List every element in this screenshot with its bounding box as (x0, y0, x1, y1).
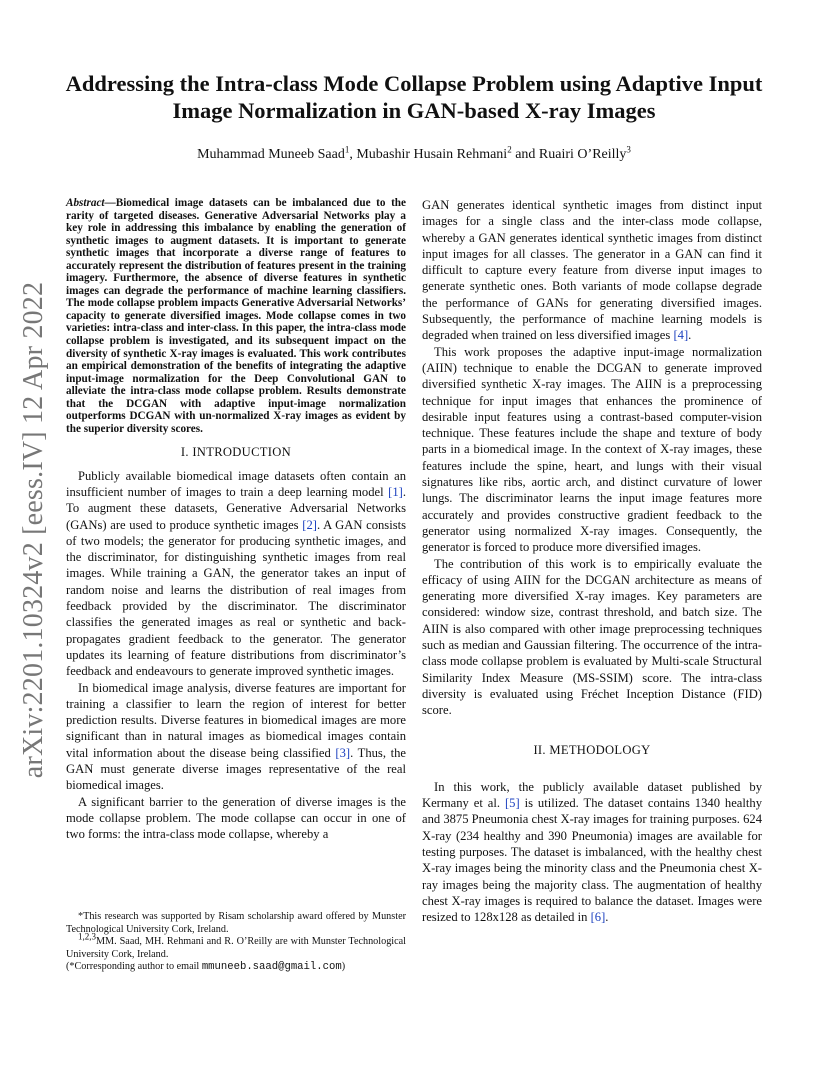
paragraph-text: GAN generates identical synthetic images from distinct input images for a single class and the inter-class mode collapse, whereby a GAN generates identical synthetic images from distinct input images for all classes. The generator in a GAN can find it difficult to capture every feature from diverse input images to generate synthetic ones. Both variants of mode collapse degrade the performance of GANs for generating diversified images. Subsequently, the performance of machine learning models is degraded when trained on less diversified images (422, 198, 762, 343)
section-heading-introduction (66, 444, 406, 460)
footnote-funding: *This research was supported by Risam scholarship award offered by Munster Technological University Cork, Ireland. (66, 911, 406, 935)
section-heading-methodology (422, 742, 762, 758)
paragraph-text: . (688, 328, 692, 343)
right-column (422, 197, 762, 925)
footnote-affiliation-text: MM. Saad, MH. Rehmani and R. O’Reilly are with Munster Technological University Cork, Ireland. (66, 936, 406, 960)
paragraph-text: . (605, 910, 609, 925)
author-2: Mubashir Husain Rehmani (356, 147, 508, 162)
footnote-affiliation-marks: 1,2,3 (78, 931, 96, 942)
section-heading-text: I. INTRODUCTION (180, 445, 292, 460)
author-1: Muhammad Muneeb Saad (197, 147, 345, 162)
intro-paragraph-4: This work proposes the adaptive input-image normalization (AIIN) technique to enable the DCGAN to generate improved diversified synthetic X-ray images. The AIIN is a preprocessing technique for input images that enhances the prominence of desirable input features using a contrast-based computer-vision technique. These features include the shape and texture of body parts in a biomedical image. In the context of X-ray images, these features include the spine, heart, and lungs with their visual signatures like ribs, aortic arch, and distinct curvature of lower lungs. The discriminator learns the input image features more accurately and provides constructive gradient feedback to the generator using normalized X-ray images. Consequently, the generator is forced to produce more diversified images. (422, 344, 762, 555)
citation-link[interactable]: [3] (335, 745, 351, 760)
paragraph-text: Publicly available biomedical image datasets often contain an insufficient number of images to train a deep learning model (66, 468, 406, 499)
paragraph-text: In biomedical image analysis, diverse features are important for training a classifier to learn the region of interest for better prediction results. Diverse features in biomedical images are more significant than in natural images as biomedical images contain vital information about the disease being classified (66, 680, 406, 760)
arxiv-stamp-text: arXiv:2201.10324v2 [eess.IV] 12 Apr 2022 (18, 281, 49, 779)
email-link[interactable]: mmuneeb.saad@gmail.com (201, 961, 342, 974)
section-spacer (422, 719, 762, 733)
intro-paragraph-3: A significant barrier to the generation of diverse images is the mode collapse problem. The mode collapse can occur in one of two forms: the intra-class mode collapse, whereby a (66, 794, 406, 842)
paper-title: Addressing the Intra-class Mode Collapse Problem using Adaptive Input Image Normalization in GAN-based X-ray Images (65, 71, 763, 123)
paragraph-text: . To augment these datasets, Generative Adversarial Networks (GANs) are used to produce synthetic images (66, 484, 406, 532)
methodology-paragraph-1 (422, 779, 762, 926)
author-separator: , (349, 147, 357, 162)
intro-paragraph-5: The contribution of this work is to empirically evaluate the efficacy of using AIIN for the DCGAN architecture as means of generating more diversified X-ray images. Key parameters are considered: window size, contrast threshold, and batch size. The AIIN is also compared with other image preprocessing techniques such as median and Gaussian filtering. The occurrence of the intra-class mode collapse problem is evaluated by Multi-scale Structural Similarity Index Measure (MS-SSIM) score. The intra-class diversity is evaluated using Fréchet Inception Distance (FID) score. (422, 556, 762, 718)
citation-link[interactable]: [5] (504, 796, 520, 811)
footnote-corresponding-text: (*Corresponding author to email (66, 961, 202, 973)
footnote-affiliation (66, 931, 406, 961)
citation-link[interactable]: [1] (388, 484, 403, 499)
intro-paragraph-continued (422, 197, 762, 344)
footnotes (66, 911, 406, 974)
author-separator: and (511, 147, 539, 162)
author-list (60, 144, 768, 163)
citation-link[interactable]: [6] (590, 910, 606, 925)
intro-paragraph-1 (66, 468, 406, 680)
left-column (66, 197, 406, 843)
citation-link[interactable]: [2] (302, 517, 317, 532)
author-2-affiliation: 2 (507, 144, 512, 155)
paragraph-text: In this work, the publicly available dataset published by Kermany et al. (422, 779, 762, 811)
author-3: Ruairi O’Reilly (538, 147, 627, 162)
section-spacer (422, 765, 762, 779)
paragraph-text: . A GAN consists of two models; the generator for producing synthetic images, and the discriminator, for distinguishing synthetic images from real images. While training a GAN, the generator takes an input of random noise and learns the distribution of real images from feedback provided by the discriminator. The discriminator classifies the generated images as real or synthetic and back-propagates gradient feedback to the generator. The generator updates its learning of feature distributions from discriminator’s feedback and endeavours to generate improved synthetic images. (66, 517, 406, 679)
paragraph-text: is utilized. The dataset contains 1340 healthy and 3875 Pneumonia chest X-ray images for training purposes. 624 X-ray (234 healthy and 390 Pneumonia) images are available for testing purposes. The dataset is imbalanced, with the healthy chest X-ray images being the minority class and the Pneumonia chest X-ray images being the majority class. The augmentation of healthy chest X-ray images is required to balance the dataset. Images were resized to 128x128 as detailed in (422, 796, 762, 925)
author-3-affiliation: 3 (626, 144, 631, 155)
abstract-text: Biomedical image datasets can be imbalanced due to the rarity of targeted diseases. Generative Adversarial Networks play a key role in addressing this imbalance by enabling the generation of synthetic images to augment datasets. It is important to generate synthetic images that incorporate a diverse range of features to accurately represent the distribution of features present in the training imagery. Furthermore, the absence of diverse features in synthetic images can degrade the performance of machine learning classifiers. The mode collapse problem impacts Generative Adversarial Networks’ capacity to generate diversified images. Mode collapse comes in two varieties: intra-class and inter-class. In this paper, the intra-class mode collapse problem is investigated, and its subsequent impact on the diversity of synthetic X-ray images is evaluated. This work contributes an empirical demonstration of the benefits of integrating the adaptive input-image normalization for the Deep Convolutional GAN to alleviate the intra-class mode collapse problem. Results demonstrate that the DCGAN with adaptive input-image normalization outperforms DCGAN with un-normalized X-ray images as evident by the superior diversity scores. (66, 197, 406, 435)
author-1-affiliation: 1 (344, 144, 350, 155)
footnote-corresponding (66, 961, 406, 974)
abstract (66, 197, 406, 435)
paragraph-text: . Thus, the GAN must generate diverse images representative of the real biomedical images. (66, 745, 406, 793)
abstract-label: Abstract (66, 197, 105, 209)
citation-link[interactable]: [4] (673, 328, 689, 343)
intro-paragraph-2 (66, 680, 406, 794)
arxiv-identifier-stamp (17, 150, 51, 910)
footnote-corresponding-text: ) (341, 961, 346, 973)
section-heading-text: II. METHODOLOGY (533, 742, 651, 757)
abstract-dash: — (104, 197, 116, 209)
